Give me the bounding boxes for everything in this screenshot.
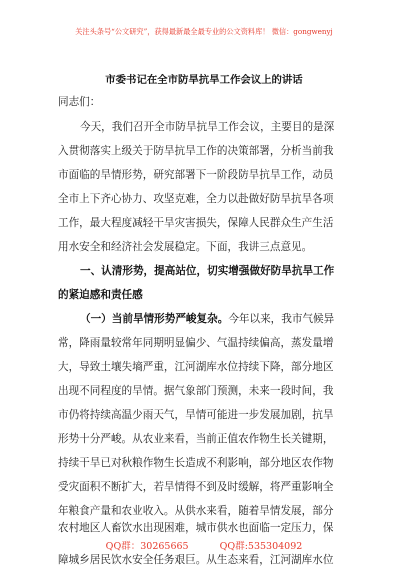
paragraph-line: 市仍将持续高温少雨天气，旱情可能进一步发展加剧，抗旱 xyxy=(58,409,334,421)
paragraph-line: 年粮食产量和农业收入。从供水来看，随着旱情发展，部分 xyxy=(58,505,334,517)
paragraph-line: 农村地区人畜饮水出现困难，城市供水也面临一定压力，保 xyxy=(58,522,334,534)
paragraph-line: 用水安全和经济社会发展稳定。下面，我讲三点意见。 xyxy=(58,241,313,253)
qq-group-2: QQ群:535304092 xyxy=(219,541,303,552)
paragraph-line: 全市上下齐心协力、攻坚克难，全力以赴做好防旱抗旱各项 xyxy=(58,193,334,205)
subsection-heading: （一）当前旱情形势严峻复杂。 xyxy=(80,313,229,325)
paragraph-line: 出现不同程度的旱情。据气象部门预测，未来一段时间，我 xyxy=(58,385,334,397)
section-heading-cont: 的紧迫感和责任感 xyxy=(58,289,143,301)
subsection-line xyxy=(58,312,358,326)
paragraph-line: 今天，我们召开全市防旱抗旱工作会议，主要目的是深 xyxy=(80,121,335,133)
paragraph-line: 工作，最大程度减轻干旱灾害损失，保障人民群众生产生活 xyxy=(58,217,334,229)
paragraph-line: 形势十分严峻。从农业来看，当前正值农作物生长关键期， xyxy=(58,433,334,445)
footer-contacts xyxy=(0,538,408,552)
greeting: 同志们： xyxy=(58,96,101,108)
paragraph-line: 受灾面积不断扩大，若旱情得不到及时缓解，将严重影响全 xyxy=(58,481,334,493)
paragraph-line: 常，降雨量较常年同期明显偏少、气温持续偏高，蒸发量增 xyxy=(58,337,334,349)
qq-group-1: QQ群：30265665 xyxy=(105,541,189,552)
paragraph-line: 大，导致土壤失墒严重，江河湖库水位持续下降，部分地区 xyxy=(58,361,334,373)
paragraph-line: 障城乡居民饮水安全任务艰巨。从生态来看，江河湖库水位 xyxy=(58,554,334,566)
section-heading: 一、认清形势，提高站位，切实增强做好防旱抗旱工作 xyxy=(80,265,335,277)
paragraph-line: 市面临的旱情形势，研究部署下一阶段防旱抗旱工作，动员 xyxy=(58,169,334,181)
document-title: 市委书记在全市防旱抗旱工作会议上的讲话 xyxy=(105,74,303,86)
paragraph-line: 持续干旱已对秋粮作物生长造成不利影响，部分地区农作物 xyxy=(58,457,334,469)
paragraph-line: 入贯彻落实上级关于防旱抗旱工作的决策部署，分析当前我 xyxy=(58,145,334,157)
promo-banner: 关注头条号“公文研究”，获得最新最全最专业的公文资料库！ 微信：gongwenyj xyxy=(75,27,333,36)
subsection-text: 今年以来，我市气候异 xyxy=(228,313,335,325)
